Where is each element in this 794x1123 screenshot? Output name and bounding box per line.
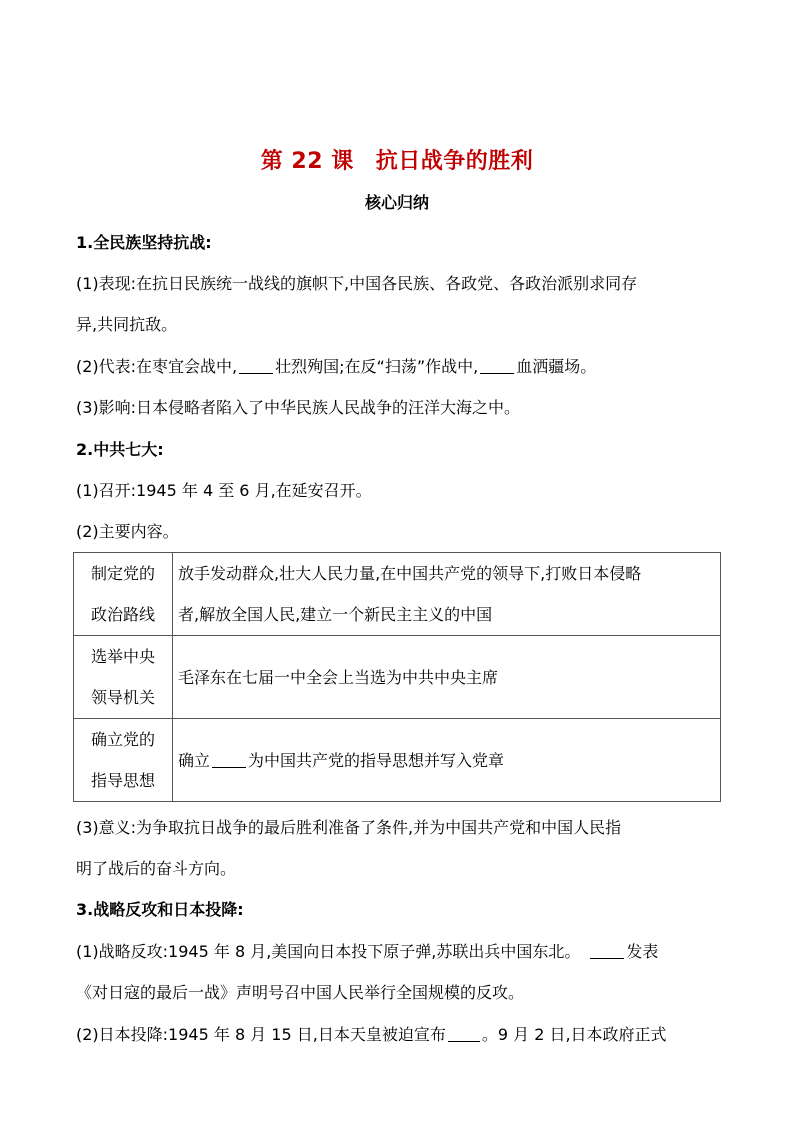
s1-p2-mid: 壮烈殉国;在反“扫荡”作战中, xyxy=(275,357,479,376)
s2-para-2: (2)主要内容。 xyxy=(76,522,179,541)
s3-p1a-suffix: 发表 xyxy=(626,942,659,961)
fill-blank[interactable] xyxy=(590,942,624,959)
label-line: 指导思想 xyxy=(90,771,155,790)
fill-blank[interactable] xyxy=(212,751,246,768)
lesson-number: 第 22 课 xyxy=(260,149,354,174)
s2-para-1: (1)召开:1945 年 4 至 6 月,在延安召开。 xyxy=(76,481,372,500)
label-line: 制定党的 xyxy=(90,564,155,583)
row3-prefix: 确立 xyxy=(178,750,211,770)
s3-p2-prefix: (2)日本投降:1945 年 8 月 15 日,日本天皇被迫宣布 xyxy=(76,1025,446,1044)
label-line: 政治路线 xyxy=(90,605,155,624)
section-2-heading: 2.中共七大: xyxy=(76,440,164,459)
s3-para-1b: 《对日寇的最后一战》声明号召中国人民举行全国规模的反攻。 xyxy=(76,983,525,1002)
s3-para-2 xyxy=(76,1025,726,1045)
label-line: 确立党的 xyxy=(90,730,155,749)
s2-para-3a: (3)意义:为争取抗日战争的最后胜利准备了条件,并为中国共产党和中国人民指 xyxy=(76,818,622,837)
content-line: 放手发动群众,壮大人民力量,在中国共产党的领导下,打败日本侵略 xyxy=(178,564,642,583)
table-row xyxy=(74,553,721,636)
table-row-content xyxy=(173,719,721,802)
s2-para-3b: 明了战后的奋斗方向。 xyxy=(76,859,237,878)
s3-p2-suffix: 。9 月 2 日,日本政府正式 xyxy=(481,1025,667,1044)
fill-blank[interactable] xyxy=(239,357,273,374)
content-line: 者,解放全国人民,建立一个新民主主义的中国 xyxy=(178,605,493,624)
table-row-label xyxy=(74,719,173,802)
row3-suffix: 为中国共产党的指导思想并写入党章 xyxy=(248,750,505,770)
s1-p2-prefix: (2)代表:在枣宜会战中, xyxy=(76,357,238,376)
s1-para-1a: (1)表现:在抗日民族统一战线的旗帜下,中国各民族、各政党、各政治派别求同存 xyxy=(76,274,638,293)
s1-para-3: (3)影响:日本侵略者陷入了中华民族人民战争的汪洋大海之中。 xyxy=(76,398,521,417)
fill-blank[interactable] xyxy=(480,357,514,374)
lesson-title xyxy=(0,144,794,175)
label-line: 领导机关 xyxy=(90,688,155,707)
label-line: 选举中央 xyxy=(90,647,155,666)
s1-para-1b: 异,共同抗敌。 xyxy=(76,315,178,334)
table-row-label xyxy=(74,636,173,719)
table-row-content: 毛泽东在七届一中全会上当选为中共中央主席 xyxy=(173,636,721,719)
lesson-name: 抗日战争的胜利 xyxy=(375,149,534,174)
table-row-content xyxy=(173,553,721,636)
s3-para-1a xyxy=(76,942,726,962)
main-content-table xyxy=(73,552,721,802)
s1-p2-suffix: 血洒疆场。 xyxy=(516,357,597,376)
table-row-label xyxy=(74,553,173,636)
section-3-heading: 3.战略反攻和日本投降: xyxy=(76,900,244,919)
section-1-heading: 1.全民族坚持抗战: xyxy=(76,233,212,252)
s3-p1a-text: (1)战略反攻:1945 年 8 月,美国向日本投下原子弹,苏联出兵中国东北。 xyxy=(76,942,581,961)
s1-para-2 xyxy=(76,357,726,377)
fill-blank[interactable] xyxy=(448,1025,480,1042)
section-subtitle: 核心归纳 xyxy=(364,193,429,212)
table-row xyxy=(74,636,721,719)
table-row xyxy=(74,719,721,802)
